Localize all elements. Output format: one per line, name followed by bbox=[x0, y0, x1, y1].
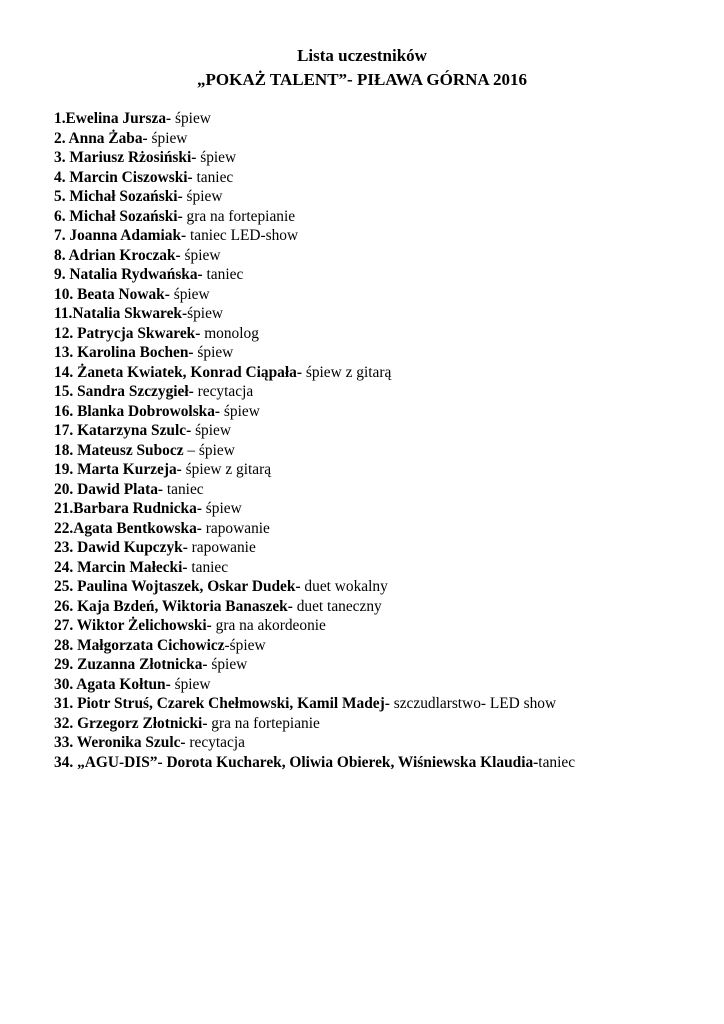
participant-entry bbox=[54, 597, 714, 617]
participant-act: śpiew bbox=[147, 129, 188, 147]
participant-names: 32. Grzegorz Złotnicki- bbox=[54, 714, 208, 732]
participant-entry bbox=[54, 246, 714, 266]
participant-entry bbox=[54, 168, 714, 188]
participant-act: duet wokalny bbox=[300, 578, 388, 595]
participant-act: śpiew bbox=[171, 110, 211, 127]
participant-names: 13. Karolina Bochen- bbox=[54, 344, 194, 361]
participant-entry bbox=[54, 343, 714, 363]
participant-names: 14. Żaneta Kwiatek, Konrad Ciąpała- bbox=[54, 363, 302, 381]
participant-names: 24. Marcin Małecki- bbox=[54, 558, 188, 576]
participant-act: śpiew z gitarą bbox=[181, 461, 272, 478]
participant-entry bbox=[54, 577, 714, 597]
participant-names: 23. Dawid Kupczyk- bbox=[54, 539, 188, 556]
participant-act: śpiew z gitarą bbox=[301, 363, 392, 381]
participant-entry bbox=[54, 148, 714, 168]
participant-act: taniec bbox=[187, 558, 229, 576]
participant-entry bbox=[54, 207, 714, 227]
participant-act: śpiew bbox=[169, 285, 210, 303]
participant-act: taniec bbox=[192, 168, 234, 186]
participant-entry bbox=[54, 480, 714, 500]
participant-act: – śpiew bbox=[183, 441, 235, 459]
participant-names: 33. Weronika Szulc- bbox=[54, 734, 186, 751]
participant-entry bbox=[54, 265, 714, 285]
participant-names: 27. Wiktor Żelichowski- bbox=[54, 617, 212, 634]
participant-entry bbox=[54, 304, 714, 324]
title-line-1: Lista uczestników bbox=[297, 46, 427, 65]
participant-names: 29. Zuzanna Złotnicka- bbox=[54, 656, 208, 673]
participant-act: taniec bbox=[538, 753, 576, 771]
participant-names: 2. Anna Żaba- bbox=[54, 129, 148, 147]
participant-act: taniec bbox=[202, 266, 244, 283]
participant-entry bbox=[54, 129, 714, 149]
participant-names: 10. Beata Nowak- bbox=[54, 285, 170, 303]
participant-names: 11.Natalia Skwarek- bbox=[54, 305, 188, 322]
participant-act: śpiew bbox=[182, 188, 223, 205]
participant-act: śpiew bbox=[196, 149, 237, 166]
participant-names: 1.Ewelina Jursza- bbox=[54, 110, 172, 127]
participant-act: śpiew bbox=[191, 422, 231, 439]
participant-act: śpiew bbox=[187, 305, 224, 322]
participant-entry bbox=[54, 714, 714, 734]
participant-names: 12. Patrycja Skwarek- bbox=[54, 324, 201, 342]
participant-act: taniec bbox=[163, 480, 204, 498]
participant-act: śpiew bbox=[220, 402, 260, 420]
participant-act: gra na akordeonie bbox=[211, 617, 326, 634]
participant-act: recytacja bbox=[193, 383, 254, 400]
participant-entry bbox=[54, 324, 714, 344]
participant-names: 19. Marta Kurzeja- bbox=[54, 461, 182, 478]
participant-act: rapowanie bbox=[187, 539, 256, 556]
participant-act: taniec LED-show bbox=[186, 227, 299, 244]
participant-names: 17. Katarzyna Szulc- bbox=[54, 422, 192, 439]
participant-names: 4. Marcin Ciszowski- bbox=[54, 168, 193, 186]
participant-act: śpiew bbox=[170, 675, 211, 693]
participant-entry bbox=[54, 694, 714, 714]
participant-names: 34. „AGU-DIS”- Dorota Kucharek, Oliwia Obierek, Wiśniewska Klaudia- bbox=[54, 753, 539, 771]
participant-entry bbox=[54, 109, 714, 129]
participant-act: śpiew bbox=[193, 344, 234, 361]
participant-entry bbox=[54, 558, 714, 578]
participant-act: gra na fortepianie bbox=[207, 714, 320, 732]
participant-act: szczudlarstwo- LED show bbox=[389, 695, 557, 712]
participant-names: 16. Blanka Dobrowolska- bbox=[54, 402, 221, 420]
participant-act: rapowanie bbox=[201, 519, 270, 537]
participant-entry bbox=[54, 499, 714, 519]
participant-entry bbox=[54, 441, 714, 461]
participant-act: monolog bbox=[200, 324, 259, 342]
participant-entry bbox=[54, 285, 714, 305]
participant-names: 7. Joanna Adamiak- bbox=[54, 227, 187, 244]
participant-entry bbox=[54, 675, 714, 695]
participant-entry bbox=[54, 733, 714, 753]
participant-entry bbox=[54, 187, 714, 207]
participant-entry bbox=[54, 460, 714, 480]
participant-names: 28. Małgorzata Cichowicz bbox=[54, 636, 225, 654]
participant-names: 3. Mariusz Rżosiński- bbox=[54, 149, 197, 166]
participant-act: gra na fortepianie bbox=[182, 207, 296, 225]
participant-names: 6. Michał Sozański- bbox=[54, 207, 183, 225]
participant-act: -śpiew bbox=[224, 636, 266, 654]
participant-names: 21.Barbara Rudnicka- bbox=[54, 500, 202, 517]
participant-names: 26. Kaja Bzdeń, Wiktoria Banaszek- bbox=[54, 597, 293, 615]
title-line-2: „POKAŻ TALENT”- PIŁAWA GÓRNA 2016 bbox=[197, 70, 527, 89]
document-title bbox=[0, 44, 724, 92]
participant-entry bbox=[54, 382, 714, 402]
participant-names: 22.Agata Bentkowska- bbox=[54, 519, 202, 537]
participant-entry bbox=[54, 538, 714, 558]
participant-names: 25. Paulina Wojtaszek, Oskar Dudek- bbox=[54, 578, 301, 595]
participant-entry bbox=[54, 753, 714, 773]
participant-names: 18. Mateusz Subocz bbox=[54, 441, 184, 459]
participant-act: śpiew bbox=[180, 246, 221, 264]
participant-act: śpiew bbox=[201, 500, 242, 517]
participant-entry bbox=[54, 655, 714, 675]
participant-names: 15. Sandra Szczygieł- bbox=[54, 383, 194, 400]
participant-names: 30. Agata Kołtun- bbox=[54, 675, 171, 693]
participant-entry bbox=[54, 402, 714, 422]
participant-act: recytacja bbox=[185, 734, 245, 751]
participant-entry bbox=[54, 519, 714, 539]
participant-entry bbox=[54, 421, 714, 441]
participant-act: duet taneczny bbox=[292, 597, 382, 615]
participant-list bbox=[54, 109, 714, 772]
participant-entry bbox=[54, 636, 714, 656]
participant-entry bbox=[54, 226, 714, 246]
participant-entry bbox=[54, 363, 714, 383]
participant-names: 9. Natalia Rydwańska- bbox=[54, 266, 203, 283]
participant-names: 5. Michał Sozański- bbox=[54, 188, 183, 205]
participant-act: śpiew bbox=[207, 656, 248, 673]
participant-names: 31. Piotr Struś, Czarek Chełmowski, Kamil Madej- bbox=[54, 695, 390, 712]
participant-names: 20. Dawid Plata- bbox=[54, 480, 164, 498]
participant-entry bbox=[54, 616, 714, 636]
participant-names: 8. Adrian Kroczak- bbox=[54, 246, 181, 264]
